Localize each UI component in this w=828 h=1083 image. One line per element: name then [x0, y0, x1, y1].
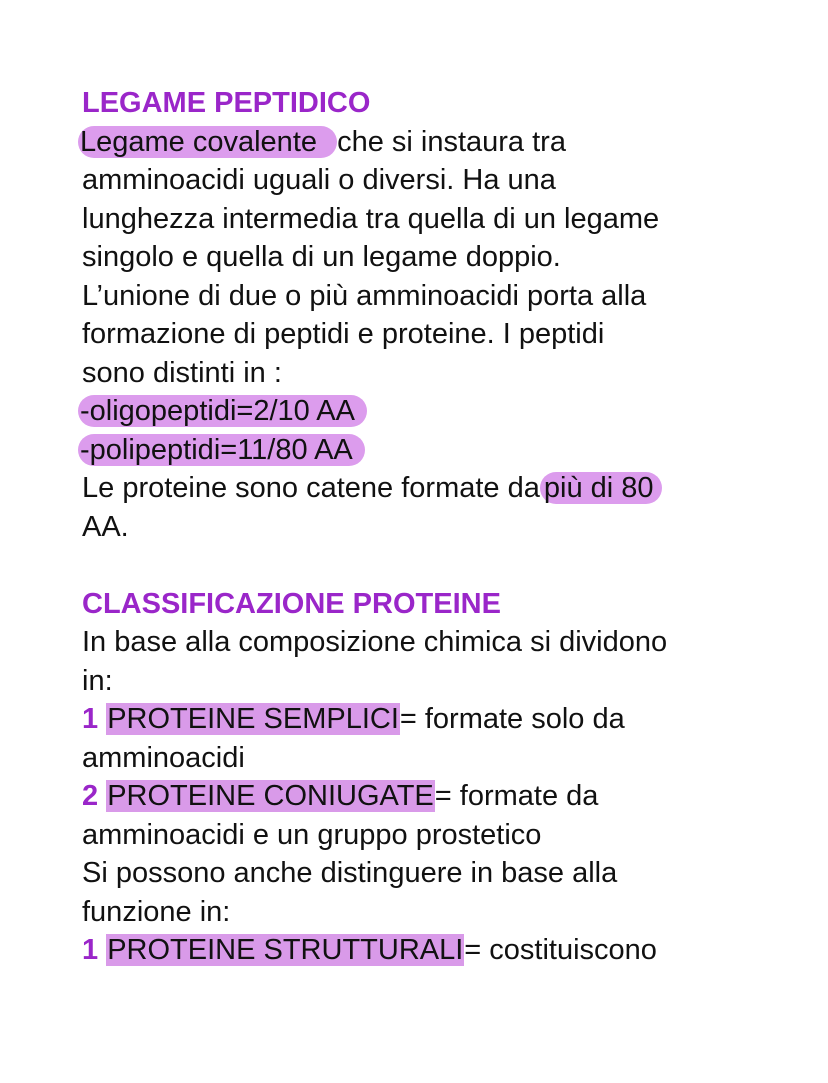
- item-number: 1: [82, 934, 99, 966]
- text-fragment: che si instaura tra: [337, 125, 566, 158]
- text-line: lunghezza intermedia tra quella di un legame: [82, 202, 660, 235]
- text-line: singolo e quella di un legame doppio.: [82, 241, 561, 273]
- highlight-oligopeptidi: -oligopeptidi=2/10 AA: [78, 395, 367, 427]
- heading-legame-peptidico: LEGAME PEPTIDICO: [82, 87, 371, 119]
- text-line: amminoacidi: [82, 741, 245, 774]
- heading-classificazione-proteine: CLASSIFICAZIONE PROTEINE: [82, 587, 501, 620]
- item-number: 2: [82, 780, 99, 812]
- list-item-proteine-strutturali: [82, 931, 782, 970]
- text-line: [82, 469, 782, 508]
- text-line: amminoacidi e un gruppo prostetico: [82, 818, 542, 851]
- text-line: amminoacidi uguali o diversi. Ha una: [82, 164, 556, 196]
- text-fragment: Le proteine sono catene formate da: [82, 472, 540, 504]
- text-fragment: = costituiscono: [464, 934, 657, 966]
- text-line: sono distinti in :: [82, 356, 282, 389]
- text-line: AA.: [82, 510, 129, 543]
- highlight-proteine-coniugate: PROTEINE CONIUGATE: [107, 780, 434, 812]
- section-gap: [82, 546, 782, 585]
- text-line: formazione di peptidi e proteine. I peptidi: [82, 318, 605, 350]
- text-line: L’unione di due o più amminoacidi porta alla: [82, 279, 647, 312]
- highlight-legame-covalente: Legame covalente: [78, 126, 337, 158]
- text-line: in:: [82, 664, 113, 697]
- text-line: funzione in:: [82, 895, 231, 928]
- text-fragment: = formate da: [434, 780, 599, 812]
- note-content: [82, 84, 782, 970]
- text-fragment: = formate solo da: [399, 703, 625, 735]
- text-line: Si possono anche distinguere in base alla: [82, 857, 618, 889]
- highlight-polipeptidi: -polipeptidi=11/80 AA: [78, 434, 365, 466]
- highlight-piu-di-80: più di 80: [540, 472, 662, 504]
- highlight-proteine-semplici: PROTEINE SEMPLICI: [107, 703, 399, 735]
- text-line: In base alla composizione chimica si dividono: [82, 626, 668, 658]
- text-line: [82, 123, 782, 162]
- highlight-proteine-strutturali: PROTEINE STRUTTURALI: [107, 934, 464, 966]
- list-item: [82, 431, 782, 470]
- item-number: 1: [82, 703, 99, 735]
- list-item-proteine-coniugate: [82, 777, 782, 816]
- list-item-proteine-semplici: [82, 700, 782, 739]
- list-item: [82, 392, 782, 431]
